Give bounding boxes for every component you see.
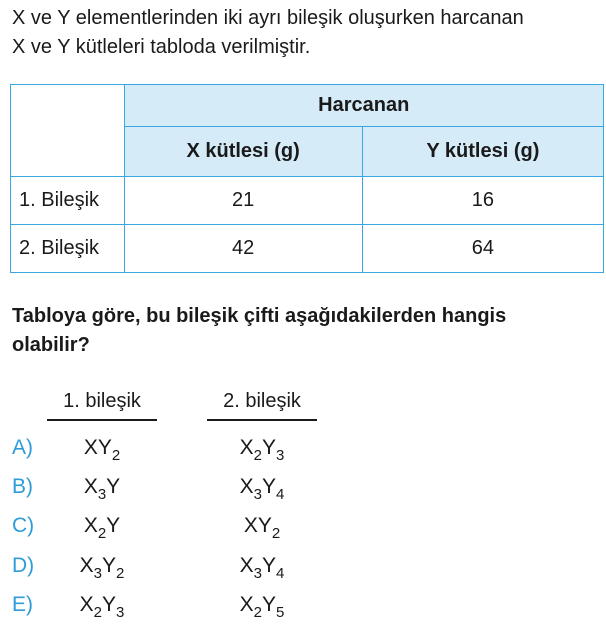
- options-header-compound-2: 2. bileşik: [223, 390, 301, 412]
- question-line-2: olabilir?: [12, 334, 90, 356]
- formula-compound-2: [212, 436, 312, 464]
- subscript: 3: [276, 447, 285, 464]
- column-header-x-mass: X kütlesi (g): [124, 127, 362, 177]
- element-symbol: XY: [243, 514, 272, 537]
- answer-option-b[interactable]: [0, 475, 606, 515]
- question-text: [12, 302, 606, 360]
- row-label: 1. Bileşik: [11, 177, 125, 225]
- subscript: 3: [93, 565, 102, 582]
- element-symbol: X: [239, 436, 254, 459]
- subscript: 3: [116, 604, 125, 621]
- subscript: 2: [93, 604, 102, 621]
- subscript: 2: [116, 565, 125, 582]
- table-row: [11, 177, 604, 225]
- subscript: 3: [253, 486, 262, 503]
- element-symbol: X: [239, 554, 254, 577]
- element-symbol: X: [83, 514, 98, 537]
- subscript: 4: [276, 565, 285, 582]
- option-letter: E): [12, 593, 33, 616]
- group-header-harcanan: Harcanan: [124, 85, 603, 127]
- element-symbol: X: [79, 554, 94, 577]
- formula-compound-1: [52, 436, 152, 464]
- element-symbol: Y: [262, 436, 277, 459]
- element-symbol: Y: [262, 475, 277, 498]
- subscript: 2: [253, 604, 262, 621]
- formula-compound-2: [212, 554, 312, 582]
- element-symbol: X: [239, 593, 254, 616]
- formula-compound-2: [212, 593, 312, 621]
- options-header-underline-1: [47, 419, 157, 421]
- page-edge-fade: [588, 298, 606, 348]
- subscript: 5: [276, 604, 285, 621]
- y-mass-cell: 64: [362, 225, 603, 273]
- element-symbol: Y: [106, 475, 121, 498]
- element-symbol: Y: [262, 593, 277, 616]
- option-letter: D): [12, 554, 35, 577]
- subscript: 2: [253, 447, 262, 464]
- intro-text: [12, 4, 606, 62]
- element-symbol: X: [79, 593, 94, 616]
- option-letter: B): [12, 475, 33, 498]
- formula-compound-1: [52, 554, 152, 582]
- intro-line-2: X ve Y kütleleri tabloda verilmiştir.: [12, 36, 311, 58]
- formula-compound-2: [212, 514, 312, 542]
- subscript: 4: [276, 486, 285, 503]
- x-mass-cell: 21: [124, 177, 362, 225]
- y-mass-cell: 16: [362, 177, 603, 225]
- table-row: [11, 225, 604, 273]
- row-label: 2. Bileşik: [11, 225, 125, 273]
- subscript: 2: [111, 447, 121, 464]
- column-header-y-mass: Y kütlesi (g): [362, 127, 603, 177]
- subscript: 2: [271, 525, 281, 542]
- element-symbol: XY: [83, 436, 112, 459]
- element-symbol: Y: [102, 593, 117, 616]
- element-symbol: Y: [102, 554, 117, 577]
- element-symbol: Y: [106, 514, 121, 537]
- intro-line-1: X ve Y elementlerinden iki ayrı bileşik oluşurken harcanan: [12, 7, 524, 29]
- formula-compound-1: [52, 593, 152, 621]
- element-symbol: Y: [262, 554, 277, 577]
- element-symbol: X: [83, 475, 98, 498]
- subscript: 3: [97, 486, 107, 503]
- answer-option-a[interactable]: [0, 436, 606, 476]
- x-mass-cell: 42: [124, 225, 362, 273]
- formula-compound-2: [212, 475, 312, 503]
- table-corner-cell: [11, 85, 125, 177]
- option-letter: C): [12, 514, 35, 537]
- question-line-1: Tabloya göre, bu bileşik çifti aşağıdakilerden hangis: [12, 305, 507, 327]
- options-header-underline-2: [207, 419, 317, 421]
- options-header-compound-1: 1. bileşik: [63, 390, 141, 412]
- formula-compound-1: [52, 514, 152, 542]
- element-symbol: X: [239, 475, 254, 498]
- subscript: 2: [97, 525, 107, 542]
- option-letter: A): [12, 436, 33, 459]
- answer-option-d[interactable]: [0, 554, 606, 594]
- mass-table: [10, 84, 604, 273]
- answer-option-c[interactable]: [0, 514, 606, 554]
- formula-compound-1: [52, 475, 152, 503]
- answer-option-e[interactable]: [0, 593, 606, 633]
- subscript: 3: [253, 565, 262, 582]
